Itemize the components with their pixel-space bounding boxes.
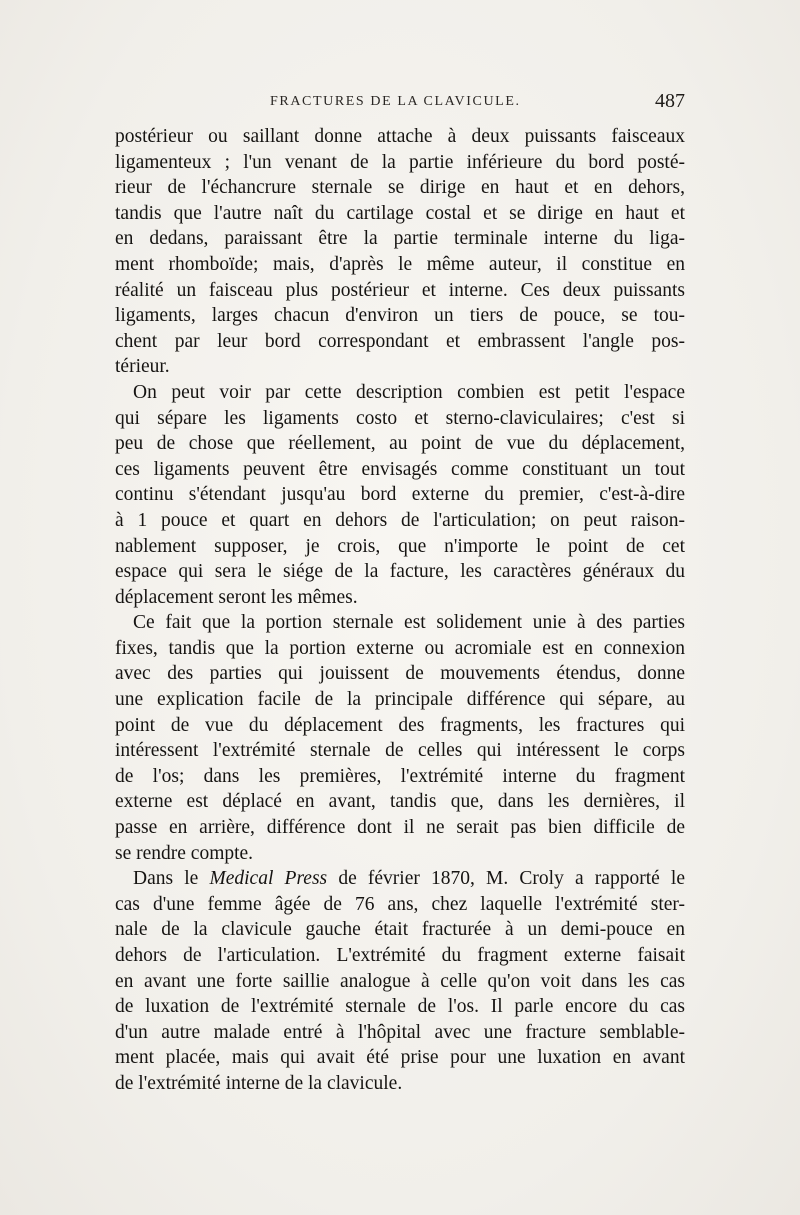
text-line: externe est déplacé en avant, tandis que, dans les dernières, il: [115, 791, 685, 813]
page-header: [115, 90, 685, 118]
text-line: fixes, tandis que la portion externe ou acromiale est en connexion: [115, 637, 685, 659]
paragraph-start-line: [115, 866, 685, 892]
page-number: 487: [655, 90, 685, 112]
text-line: cas d'une femme âgée de 76 ans, chez laquelle l'extrémité ster-: [115, 893, 685, 915]
text-line: point de vue du déplacement des fragments, les fractures qui: [115, 714, 685, 736]
text-segment: de février 1870, M. Croly a rapporté le: [327, 868, 685, 890]
paragraph-start-line: Ce fait que la portion sternale est solidement unie à des parties: [133, 612, 685, 634]
text-line: réalité un faisceau plus postérieur et interne. Ces deux puissants: [115, 279, 685, 301]
text-line: ligamenteux ; l'un venant de la partie inférieure du bord posté-: [115, 151, 685, 173]
text-line: térieur.: [115, 356, 170, 378]
paragraph-start-line: On peut voir par cette description combien est petit l'espace: [133, 381, 685, 403]
text-line: rieur de l'échancrure sternale se dirige en haut et en dehors,: [115, 177, 685, 199]
text-line: à 1 pouce et quart en dehors de l'articulation; on peut raison-: [115, 509, 685, 531]
text-line: tandis que l'autre naît du cartilage costal et se dirige en haut et: [115, 202, 685, 224]
text-line: avec des parties qui jouissent de mouvements étendus, donne: [115, 663, 685, 685]
text-line: en dedans, paraissant être la partie terminale interne du liga-: [115, 228, 685, 250]
text-line: continu s'étendant jusqu'au bord externe du premier, c'est-à-dire: [115, 484, 685, 506]
text-line: espace qui sera le siége de la facture, les caractères généraux du: [115, 561, 685, 583]
text-line: ment rhomboïde; mais, d'après le même auteur, il constitue en: [115, 253, 685, 275]
text-line: ligaments, larges chacun d'environ un tiers de pouce, se tou-: [115, 305, 685, 327]
text-line: une explication facile de la principale différence qui sépare, au: [115, 689, 685, 711]
text-line: de l'extrémité interne de la clavicule.: [115, 1072, 403, 1094]
text-line: déplacement seront les mêmes.: [115, 586, 358, 608]
text-line: peu de chose que réellement, au point de vue du déplacement,: [115, 433, 685, 455]
text-line: de l'os; dans les premières, l'extrémité interne du fragment: [115, 765, 685, 787]
text-line: dehors de l'articulation. L'extrémité du fragment externe faisait: [115, 945, 685, 966]
text-line: de luxation de l'extrémité sternale de l'os. Il parle encore du cas: [115, 996, 685, 1018]
journal-title: Medical Press: [209, 868, 328, 890]
text-line: ment placée, mais qui avait été prise pour une luxation en avant: [115, 1047, 685, 1069]
text-line: nale de la clavicule gauche était fracturée à un demi-pouce en: [115, 919, 685, 941]
text-line: en avant une forte saillie analogue à celle qu'on voit dans les cas: [115, 970, 685, 992]
body-text: [115, 124, 685, 1097]
text-line: intéressent l'extrémité sternale de celles qui intéressent le corps: [115, 740, 685, 762]
text-line: ces ligaments peuvent être envisagés comme constituant un tout: [115, 458, 685, 480]
text-line: chent par leur bord correspondant et embrassent l'angle pos-: [115, 330, 685, 352]
text-line: qui sépare les ligaments costo et sterno-claviculaires; c'est si: [115, 407, 685, 429]
text-line: d'un autre malade entré à l'hôpital avec une fracture semblable-: [115, 1021, 685, 1043]
text-line: nablement supposer, je crois, que n'importe le point de cet: [115, 535, 685, 557]
text-segment: Dans le: [133, 868, 199, 890]
text-line: passe en arrière, différence dont il ne serait pas bien difficile de: [115, 817, 685, 839]
running-head: FRACTURES DE LA CLAVICULE.: [270, 94, 521, 109]
text-line: se rendre compte.: [115, 842, 254, 864]
text-line: postérieur ou saillant donne attache à deux puissants faisceaux: [115, 126, 685, 147]
